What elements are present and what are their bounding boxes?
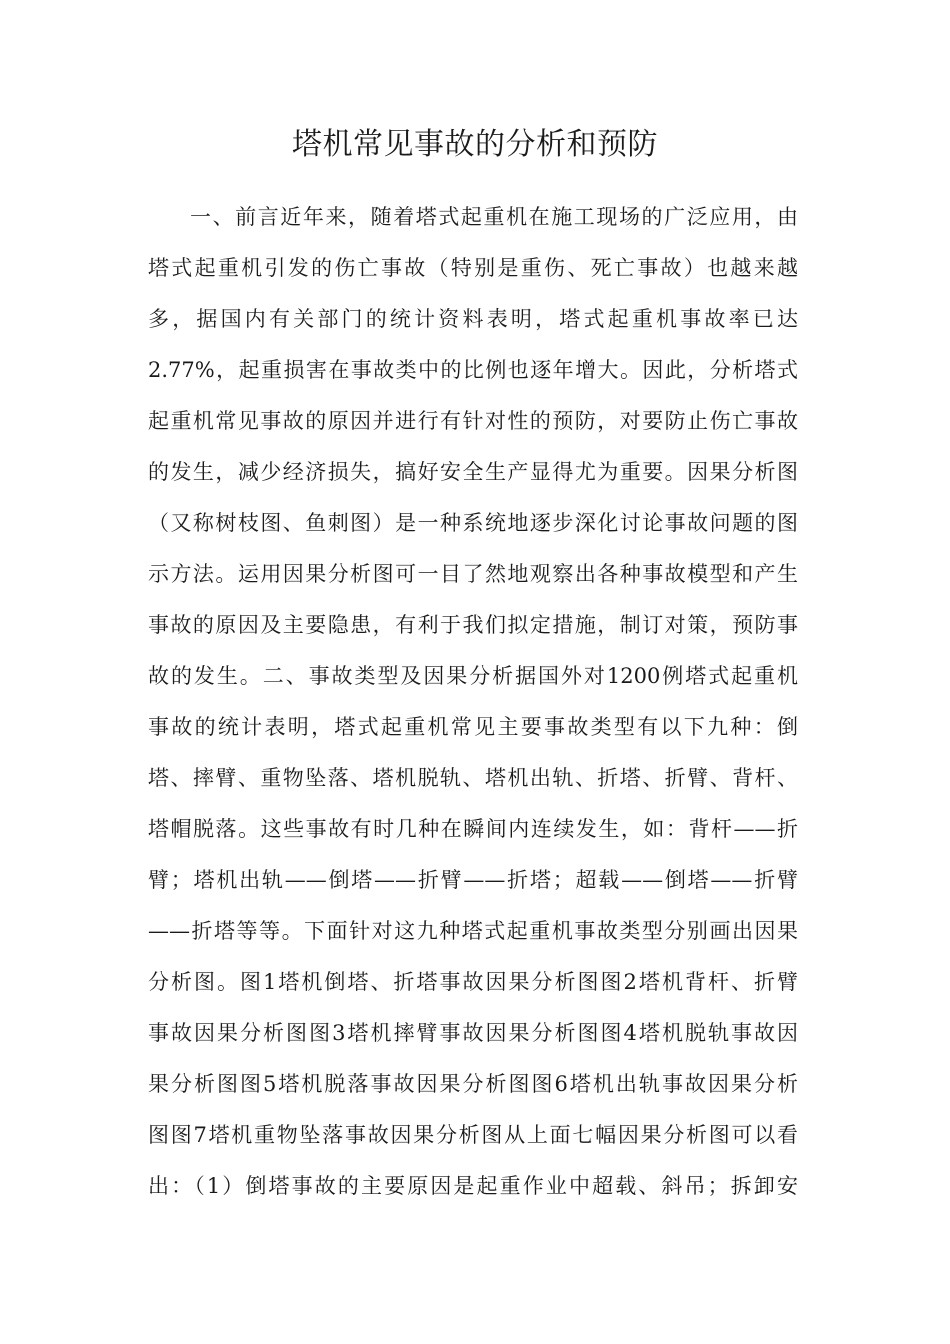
text-line: 分析图。图1塔机倒塔、折塔事故因果分析图图2塔机背杆、折臂 [148, 970, 798, 994]
text-line: 果分析图图5塔机脱落事故因果分析图图6塔机出轨事故因果分析 [148, 1072, 798, 1096]
text-line: 的发生，减少经济损失，搞好安全生产显得尤为重要。因果分析图 [148, 460, 798, 484]
text-line: 塔式起重机引发的伤亡事故（特别是重伤、死亡事故）也越来越 [148, 256, 798, 280]
text-line: 示方法。运用因果分析图可一目了然地观察出各种事故模型和产生 [148, 562, 798, 586]
text-line: 一、前言近年来，随着塔式起重机在施工现场的广泛应用，由 [190, 205, 798, 229]
text-line: 多，据国内有关部门的统计资料表明，塔式起重机事故率已达 [148, 307, 798, 331]
text-line: 塔帽脱落。这些事故有时几种在瞬间内连续发生，如：背杆——折 [148, 817, 798, 841]
text-line: 出：（1）倒塔事故的主要原因是起重作业中超载、斜吊；拆卸安 [148, 1174, 798, 1198]
text-line: （又称树枝图、鱼刺图）是一种系统地逐步深化讨论事故问题的图 [148, 511, 798, 535]
text-line: 塔、摔臂、重物坠落、塔机脱轨、塔机出轨、折塔、折臂、背杆、 [148, 766, 798, 790]
text-line: 图图7塔机重物坠落事故因果分析图从上面七幅因果分析图可以看 [148, 1123, 798, 1147]
text-line: 2.77%，起重损害在事故类中的比例也逐年增大。因此，分析塔式 [148, 358, 798, 382]
text-line: 臂；塔机出轨——倒塔——折臂——折塔；超载——倒塔——折臂 [148, 868, 798, 892]
text-line: 起重机常见事故的原因并进行有针对性的预防，对要防止伤亡事故 [148, 409, 798, 433]
text-line: 故的发生。二、事故类型及因果分析据国外对1200例塔式起重机 [148, 664, 798, 688]
text-line: 事故的原因及主要隐患，有利于我们拟定措施，制订对策，预防事 [148, 613, 798, 637]
text-line: 事故的统计表明，塔式起重机常见主要事故类型有以下九种：倒 [148, 715, 798, 739]
body-paragraph [148, 192, 798, 1212]
document-title: 塔机常见事故的分析和预防 [292, 127, 658, 162]
text-line: 事故因果分析图图3塔机摔臂事故因果分析图图4塔机脱轨事故因 [148, 1021, 798, 1045]
text-line: ——折塔等等。下面针对这九种塔式起重机事故类型分别画出因果 [148, 919, 798, 943]
